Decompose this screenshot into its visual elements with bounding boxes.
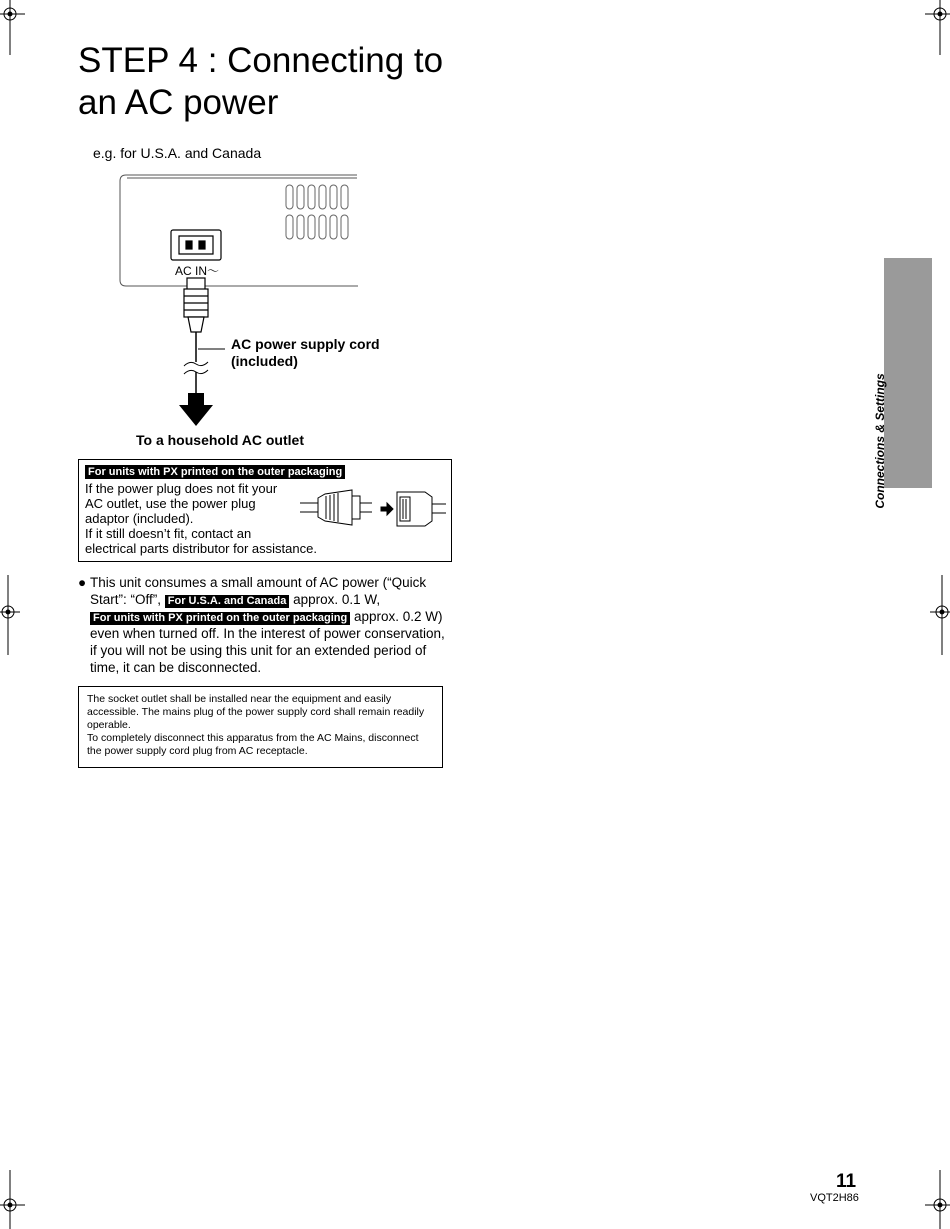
px-tag: For units with PX printed on the outer packaging [85, 465, 345, 479]
px-line1: If the power plug does not fit your [85, 481, 278, 496]
registration-mark-mid-left [0, 575, 20, 655]
bullet-text [90, 574, 450, 676]
document-code: VQT2H86 [810, 1192, 859, 1204]
ventilation-slots [286, 185, 348, 239]
registration-mark-bottom-left [0, 1170, 25, 1229]
registration-mark-top-left [0, 0, 25, 55]
cord-label [231, 336, 380, 370]
px-line4: If it still doesn’t fit, contact an [85, 526, 252, 541]
notice-line2: To completely disconnect this apparatus from the AC Mains, disconnect the power supply cord plug from AC receptacle. [87, 732, 419, 757]
registration-mark-top-right [925, 0, 950, 55]
px-info-box [78, 459, 452, 562]
outlet-arrow-icon [179, 393, 213, 426]
sidebar-label: Connections & Settings [873, 373, 887, 509]
notice-line1: The socket outlet shall be installed near the equipment and easily accessible. The mains plug of the power supply cord shall remain readily operable. [87, 693, 425, 731]
px-box-text [85, 481, 317, 556]
px-line2: AC outlet, use the power plug [85, 496, 256, 511]
page-number: 11 [836, 1171, 857, 1192]
ac-inlet-socket [171, 230, 221, 260]
page-title: STEP 4 : Connecting to an AC power [78, 41, 444, 122]
ac-in-label: AC IN～ [175, 264, 220, 278]
px-line5: electrical parts distributor for assistance. [85, 541, 317, 556]
bullet-part2: approx. 0.1 W, [289, 592, 381, 607]
power-plug-connector [184, 278, 208, 332]
px-tag-inline: For units with PX printed on the outer packaging [90, 612, 350, 625]
power-consumption-note [78, 574, 450, 676]
bullet-part1: This unit consumes a small amount of AC power (“Quick Start”: “Off”, [90, 575, 427, 607]
registration-mark-mid-right [930, 575, 950, 655]
power-cord [184, 332, 225, 396]
safety-notice-box [78, 686, 443, 768]
region-note: e.g. for U.S.A. and Canada [93, 145, 262, 161]
section-sidebar-tab [873, 258, 932, 509]
px-line3: adaptor (included). [85, 511, 194, 526]
cord-label-line2: (included) [231, 353, 298, 369]
registration-mark-bottom-right [925, 1170, 950, 1229]
bullet-part3: approx. 0.2 W) even when turned off. In the interest of power conservation, if you will not be using this unit for an extended period of time, it can be disconnected. [90, 609, 445, 675]
cord-label-line1: AC power supply cord [231, 336, 380, 352]
outlet-label: To a household AC outlet [136, 432, 304, 448]
bullet-dot-icon: ● [78, 575, 87, 590]
usa-canada-tag: For U.S.A. and Canada [165, 595, 290, 608]
unit-rear-panel [120, 175, 358, 286]
